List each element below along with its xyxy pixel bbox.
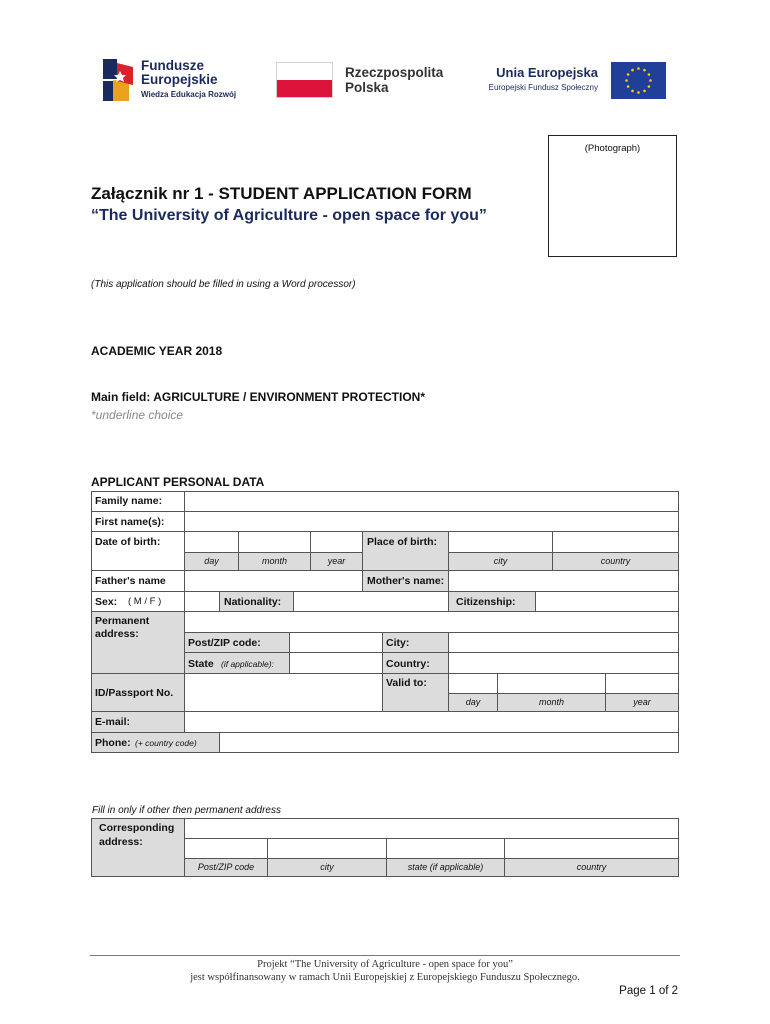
main-field: Main field: AGRICULTURE / ENVIRONMENT PROTECTION* [91,390,426,404]
valid-day-caption-cell [448,693,498,712]
corr-address-label-line2: address: [99,836,143,848]
fathers-name-label-cell [91,570,185,592]
id-passport-label-cell [91,673,185,712]
word-processor-note: (This application should be filled in using a Word processor) [91,279,356,290]
family-name-input[interactable] [184,491,679,512]
permanent-address-label-line2: address: [95,628,139,640]
eu-star-icon [627,73,630,76]
underline-choice-note: *underline choice [91,408,184,422]
post-zip-input[interactable] [289,632,383,653]
post-zip-label-cell [184,632,290,653]
dob-year-input[interactable] [310,531,363,553]
country-label: Country: [386,658,430,670]
state-label-cell [184,652,290,674]
valid-day-caption: day [465,697,481,707]
mothers-name-label-cell [362,570,449,592]
nationality-label-cell [219,591,294,612]
dob-month-caption-cell [238,552,311,571]
valid-year-input[interactable] [605,673,679,694]
polish-flag-icon [276,62,333,98]
pob-label: Place of birth: [367,536,438,548]
fe-title-line2: Europejskie [141,72,218,87]
pob-label-cell [362,531,449,571]
pob-city-caption: city [493,556,508,566]
photograph-box[interactable] [548,135,677,257]
fe-subtitle: Wiedza Edukacja Rozwój [141,90,237,99]
eu-star-icon [637,67,640,70]
email-input[interactable] [184,711,679,733]
corr-post-zip-input[interactable] [184,838,268,859]
pob-city-caption-cell [448,552,553,571]
fathers-name-label: Father's name [95,575,166,587]
valid-day-input[interactable] [448,673,498,694]
pob-country-caption: country [600,556,631,566]
id-passport-input[interactable] [184,673,383,712]
id-passport-label: ID/Passport No. [95,687,174,699]
rzeczpospolita-polska-logo [276,62,451,100]
state-if-applicable: (if applicable): [221,659,274,669]
unia-europejska-logo [476,62,666,100]
dob-day-caption: day [204,556,219,566]
valid-year-caption-cell [605,693,679,712]
dob-label-cell [91,531,185,571]
eu-star-icon [648,73,651,76]
corr-post-zip-caption: Post/ZIP code [197,862,255,872]
eu-star-icon [643,69,646,72]
email-label-cell [91,711,185,733]
dob-month-caption: month [261,556,287,566]
state-label: State [188,658,214,670]
first-names-label-cell [91,511,185,532]
corr-city-input[interactable] [267,838,387,859]
form-title: Załącznik nr 1 - STUDENT APPLICATION FORM [91,184,472,203]
first-names-label: First name(s): [95,516,165,528]
permanent-address-label-cell [91,611,185,674]
fathers-name-input[interactable] [184,570,363,592]
mothers-name-input[interactable] [448,570,679,592]
eu-star-icon [643,90,646,93]
country-label-cell [382,652,449,674]
fill-in-note: Fill in only if other then permanent address [92,805,281,816]
dob-day-input[interactable] [184,531,239,553]
dob-month-input[interactable] [238,531,311,553]
ue-title: Unia Europejska [496,65,598,80]
eu-star-icon [649,79,652,82]
dob-year-caption-cell [310,552,363,571]
eu-flag-icon [611,62,666,99]
dob-label: Date of birth: [95,536,161,548]
permanent-address-input[interactable] [184,611,679,633]
footer-divider [90,955,680,956]
fe-title-line1: Fundusze [141,58,204,73]
page-number: Page 1 of 2 [619,985,678,997]
corr-post-zip-caption-cell [184,858,268,877]
eu-star-icon [627,85,630,88]
photograph-label: (Photograph) [584,143,641,154]
permanent-address-label-line1: Permanent [95,615,150,627]
dob-year-caption: year [327,556,346,566]
corr-state-caption-cell [386,858,505,877]
fe-star-icon [103,55,133,103]
corr-country-input[interactable] [504,838,679,859]
email-label: E-mail: [95,716,131,728]
corr-address-label-cell [91,818,185,877]
phone-hint: (+ country code) [135,738,197,748]
pob-city-input[interactable] [448,531,553,553]
sex-options: ( M / F ) [128,596,162,607]
eu-star-icon [631,69,634,72]
valid-month-input[interactable] [497,673,606,694]
rp-line2: Polska [345,80,389,95]
city-input[interactable] [448,632,679,653]
corr-country-caption-cell [504,858,679,877]
valid-year-caption: year [633,697,651,707]
ue-subtitle: Europejski Fundusz Społeczny [488,83,598,92]
citizenship-label-cell [448,591,536,612]
corr-state-input[interactable] [386,838,505,859]
sex-label: Sex: [95,596,118,608]
family-name-label-cell [91,491,185,512]
rp-line1: Rzeczpospolita [345,65,444,80]
valid-month-caption: month [538,697,564,707]
nationality-label: Nationality: [224,596,282,608]
footer-funding-line: jest współfinansowany w ramach Unii Europejskiej z Europejskiego Funduszu Społecznego. [190,972,580,983]
project-title: “The University of Agriculture - open space for you” [91,207,487,224]
country-input[interactable] [448,652,679,674]
eu-star-icon [625,79,628,82]
footer-project-line: Projekt “The University of Agriculture - open space for you” [257,959,513,970]
phone-label: Phone: [95,737,131,749]
sex-input[interactable] [184,591,220,612]
valid-to-label: Valid to: [386,677,427,689]
corr-country-caption: country [576,862,607,872]
valid-to-label-cell [382,673,449,712]
city-label: City: [386,637,410,649]
pob-country-caption-cell [552,552,679,571]
post-zip-label: Post/ZIP code: [188,637,261,649]
dob-day-caption-cell [184,552,239,571]
corr-city-caption-cell [267,858,387,877]
corr-address-input[interactable] [184,818,679,839]
nationality-input[interactable] [293,591,449,612]
eu-star-icon [631,90,634,93]
family-name-label: Family name: [95,495,163,507]
corr-state-caption: state (if applicable) [407,862,484,872]
corr-city-caption: city [320,862,334,872]
mothers-name-label: Mother's name: [367,575,445,587]
fundusze-europejskie-logo [103,55,248,105]
section-title: APPLICANT PERSONAL DATA [91,475,265,489]
city-label-cell [382,632,449,653]
eu-star-icon [648,85,651,88]
citizenship-input[interactable] [535,591,679,612]
state-input[interactable] [289,652,383,674]
phone-input[interactable] [219,732,679,753]
phone-label-cell [91,732,220,753]
sex-label-cell [91,591,185,612]
citizenship-label: Citizenship: [456,596,516,608]
valid-month-caption-cell [497,693,606,712]
academic-year: ACADEMIC YEAR 2018 [91,344,223,358]
eu-star-icon [637,91,640,94]
first-names-input[interactable] [184,511,679,532]
pob-country-input[interactable] [552,531,679,553]
corr-address-label-line1: Corresponding [99,822,175,834]
